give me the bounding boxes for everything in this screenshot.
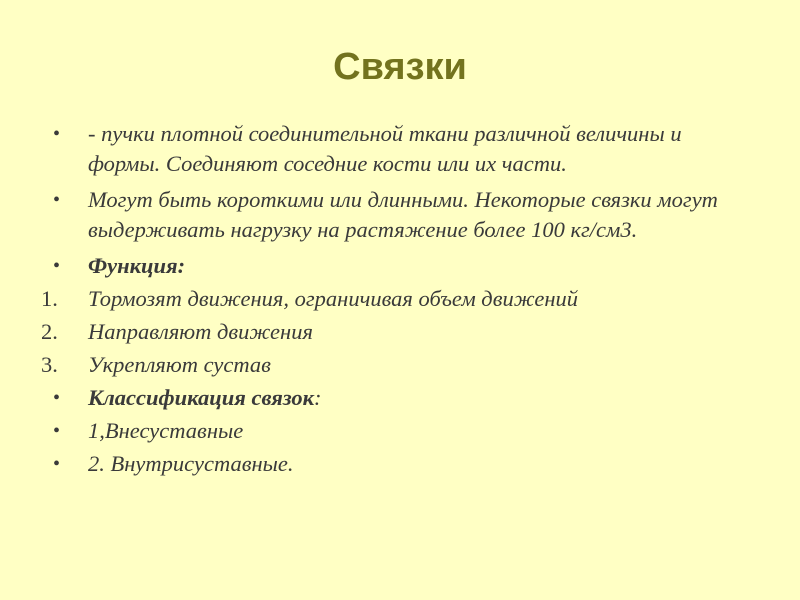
bullet-icon: • (53, 123, 61, 145)
list-item-text: Направляют движения (88, 319, 313, 344)
list-item-text: 2. Внутрисуставные. (88, 451, 294, 476)
list-item-text: Тормозят движения, ограничивая объем движений (88, 286, 578, 311)
bullet-icon: • (53, 453, 61, 475)
list-item (40, 185, 740, 245)
list-number: 1. (41, 286, 58, 311)
bullet-icon: • (53, 189, 61, 211)
list-item-heading: Классификация связок (88, 385, 314, 410)
list-item (40, 350, 740, 380)
list-number: 2. (41, 319, 58, 344)
list-item (40, 416, 740, 446)
list-item-text: Могут быть короткими или длинными. Некоторые связки могут выдерживать нагрузку на растяжение более 100 кг/см3. (88, 187, 718, 242)
bullet-icon: • (53, 387, 61, 409)
list-item (40, 284, 740, 314)
list-item (40, 119, 740, 179)
list-item-text: 1,Внесуставные (88, 418, 244, 443)
list-item-text: Укрепляют сустав (88, 352, 271, 377)
list-item-heading: Функция: (88, 253, 186, 278)
list-item (40, 317, 740, 347)
bullet-list (40, 119, 740, 479)
slide-title: Связки (333, 46, 467, 88)
list-item (40, 449, 740, 479)
list-item-text: - пучки плотной соединительной ткани различной величины и формы. Соединяют соседние кости или их части. (88, 121, 682, 176)
list-item (40, 383, 740, 413)
bullet-icon: • (53, 255, 61, 277)
list-number: 3. (41, 352, 58, 377)
list-item-text: : (313, 385, 322, 410)
bullet-icon: • (53, 420, 61, 442)
list-item (40, 251, 740, 281)
